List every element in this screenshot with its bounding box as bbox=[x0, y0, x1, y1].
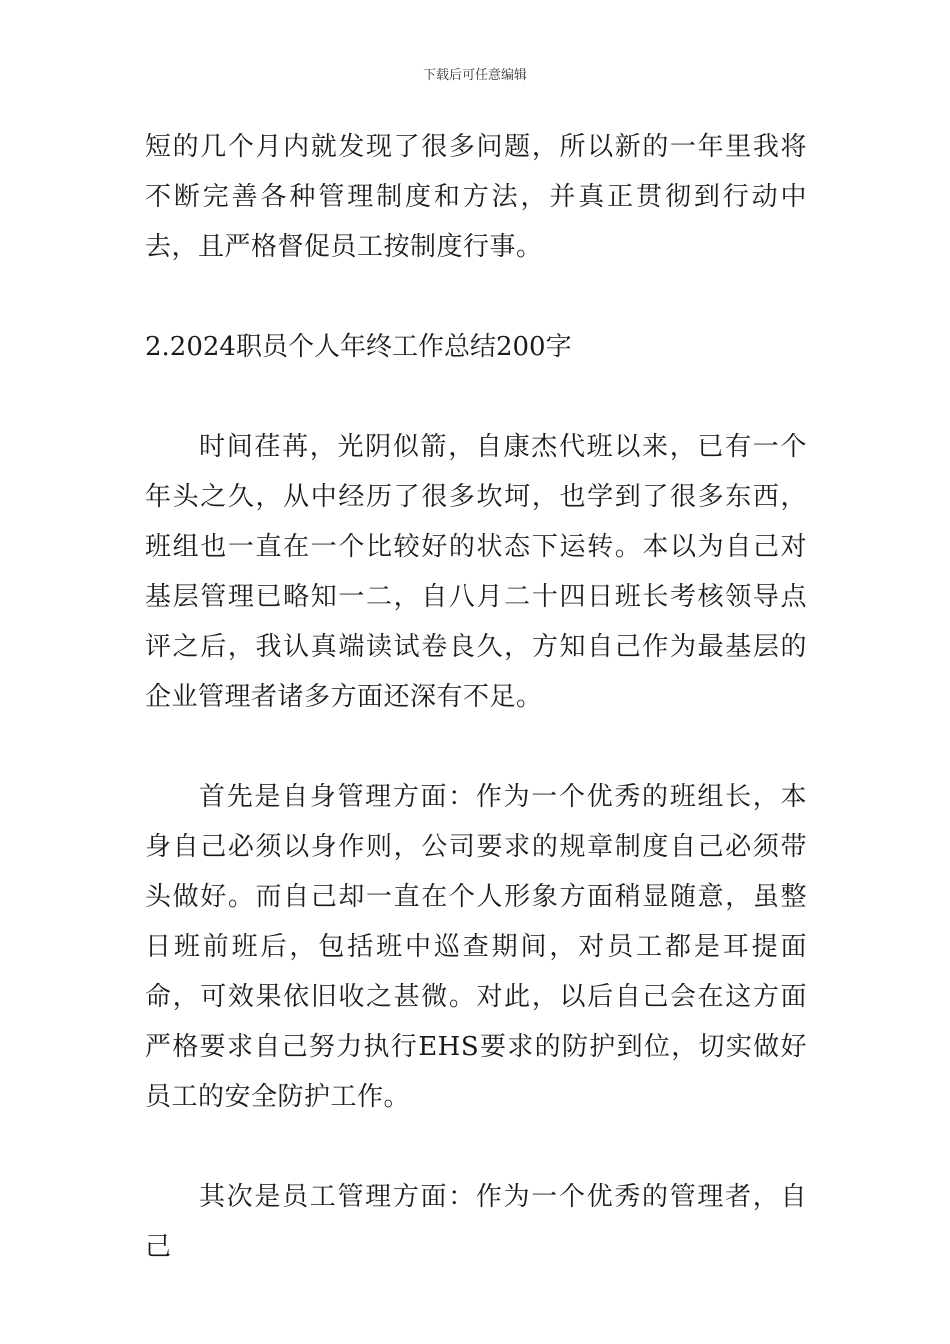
section-heading: 2.2024职员个人年终工作总结200字 bbox=[145, 332, 572, 362]
paragraph-gap bbox=[145, 272, 807, 322]
paragraph-self-management: 首先是自身管理方面：作为一个优秀的班组长，本身自己必须以身作则，公司要求的规章制度自己必须带头做好。而自己却一直在个人形象方面稍显随意，虽整日班前班后，包括班中巡查期间，对员工都是耳提面命，可效果依旧收之甚微。对此，以后自己会在这方面严格要求自己努力执行EHS要求的防护到位，切实做好员工的安全防护工作。 bbox=[145, 782, 807, 1112]
paragraph-continuation: 短的几个月内就发现了很多问题，所以新的一年里我将不断完善各种管理制度和方法，并真正贯彻到行动中去，且严格督促员工按制度行事。 bbox=[145, 132, 807, 262]
paragraph-gap bbox=[145, 1122, 807, 1172]
paragraph-gap bbox=[145, 722, 807, 772]
page-header: 下载后可任意编辑 bbox=[422, 68, 527, 83]
paragraph-intro: 时间荏苒，光阴似箭，自康杰代班以来，已有一个年头之久，从中经历了很多坎坷，也学到了很多东西，班组也一直在一个比较好的状态下运转。本以为自己对基层管理已略知一二，自八月二十四日班长考核领导点评之后，我认真端读试卷良久，方知自己作为最基层的企业管理者诸多方面还深有不足。 bbox=[145, 432, 807, 712]
document-body bbox=[145, 122, 807, 1272]
paragraph-staff-management: 其次是员工管理方面：作为一个优秀的管理者，自己 bbox=[145, 1182, 807, 1262]
paragraph-gap bbox=[145, 372, 807, 422]
